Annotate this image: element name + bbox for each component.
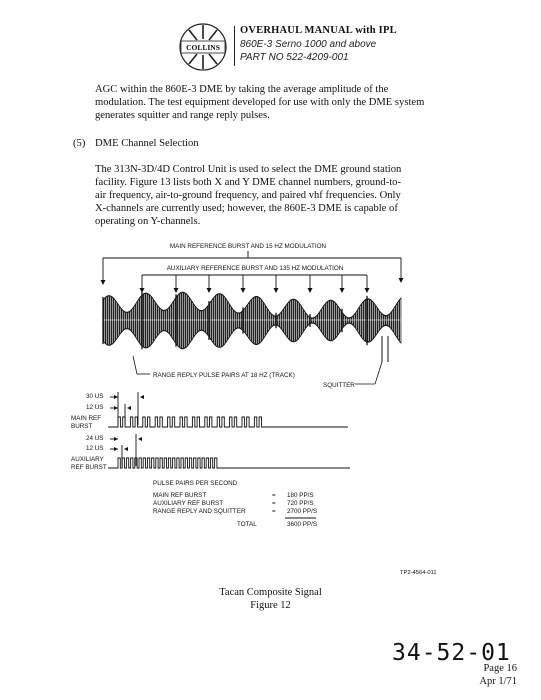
pps-row-eq: =	[272, 492, 276, 499]
collins-logo-text: COLLINS	[186, 43, 220, 52]
page-date: Apr 1/71	[479, 676, 517, 687]
main-ref-arrow-right	[399, 278, 404, 283]
timing-12us-back-head-2	[124, 447, 128, 451]
timing-12us-label: 12 US	[86, 404, 104, 411]
model-serial-line: 860E-3 Serno 1000 and above	[240, 39, 377, 50]
drawing-id: TP2-4564-011	[400, 570, 437, 576]
timing-12us-back-head	[127, 406, 131, 410]
aux-ref-arrow	[308, 288, 313, 293]
timing-30us-arrow-head	[114, 395, 118, 399]
page-code: 34-52-01	[392, 640, 511, 666]
pps-row-value: 720 PP/S	[287, 500, 314, 507]
main-ref-burst-label-1: MAIN REF	[71, 415, 102, 422]
aux-ref-arrow	[241, 288, 246, 293]
pulse-trains	[108, 392, 350, 518]
figure-caption-title: Tacan Composite Signal	[219, 587, 322, 598]
section-number: (5)	[73, 138, 86, 149]
composite-signal-envelope	[103, 292, 401, 362]
aux-ref-arrow	[340, 288, 345, 293]
timing-30us-label: 30 US	[86, 393, 104, 400]
range-reply-label: RANGE REPLY PULSE PAIRS AT 18 HZ (TRACK)	[153, 372, 295, 379]
main-ref-burst-label-2: BURST	[71, 423, 93, 430]
timing-24us-back-head	[138, 437, 142, 441]
aux-ref-burst-label-2: REF BURST	[71, 464, 107, 471]
pps-row-eq: =	[272, 508, 276, 515]
pps-row-label: MAIN REF BURST	[153, 492, 207, 499]
timing-24us-label: 24 US	[86, 435, 104, 442]
section-title: DME Channel Selection	[95, 138, 199, 149]
annotation-leaders	[133, 356, 382, 384]
page-number: Page 16	[483, 663, 517, 674]
body-line: The 313N-3D/4D Control Unit is used to select the DME ground station	[95, 164, 402, 175]
pps-total-value: 3600 PP/S	[287, 521, 318, 528]
pps-total-label: TOTAL	[237, 521, 257, 528]
manual-title: OVERHAUL MANUAL with IPL	[240, 25, 397, 36]
timing-12us-label-2: 12 US	[86, 445, 104, 452]
timing-12us-arrow-2-head	[114, 447, 118, 451]
pps-row-label: RANGE REPLY AND SQUITTER	[153, 508, 246, 515]
intro-line: generates squitter and range reply pulses.	[95, 110, 270, 121]
body-line: X-channels are currently used; however, the 860E-3 DME is capable of	[95, 203, 398, 214]
aux-ref-burst-label-1: AUXILIARY	[71, 456, 104, 463]
aux-ref-arrow	[365, 288, 370, 293]
aux-ref-pulse-train	[108, 458, 350, 468]
pps-row-eq: =	[272, 500, 276, 507]
aux-ref-arrow	[174, 288, 179, 293]
body-line: operating on Y-channels.	[95, 216, 201, 227]
auxiliary-reference-bracket	[140, 275, 370, 293]
intro-line: AGC within the 860E-3 DME by taking the average amplitude of the	[95, 84, 389, 95]
aux-ref-arrow	[274, 288, 279, 293]
timing-30us-back-head	[140, 395, 144, 399]
squitter-label: SQUITTER	[323, 382, 355, 389]
timing-12us-arrow-head	[114, 406, 118, 410]
pps-heading: PULSE PAIRS PER SECOND	[153, 480, 238, 487]
figure-caption-number: Figure 12	[250, 600, 291, 611]
main-reference-label: MAIN REFERENCE BURST AND 15 HZ MODULATION	[169, 243, 327, 250]
body-line: air frequency, air-to-ground frequency, and paired vhf frequencies. Only	[95, 190, 401, 201]
intro-line: modulation. The test equipment developed for use with only the DME system	[95, 97, 425, 108]
body-line: facility. Figure 13 lists both X and Y DME channel numbers, ground-to-	[95, 177, 401, 188]
aux-ref-arrow	[207, 288, 212, 293]
timing-24us-arrow-head	[114, 437, 118, 441]
pps-row-value: 2700 PP/S	[287, 508, 318, 515]
main-ref-pulse-train	[108, 417, 348, 427]
auxiliary-reference-label: AUXILIARY REFERENCE BURST AND 135 HZ MODULATION	[166, 265, 344, 272]
range-reply-leader-diag	[133, 356, 137, 374]
squitter-leader-diag	[375, 362, 382, 384]
pps-row-label: AUXILIARY REF BURST	[153, 500, 224, 507]
pps-row-value: 180 PP/S	[287, 492, 314, 499]
main-ref-arrow-left	[101, 280, 106, 285]
part-number-line: PART NO 522-4209-001	[240, 52, 349, 63]
